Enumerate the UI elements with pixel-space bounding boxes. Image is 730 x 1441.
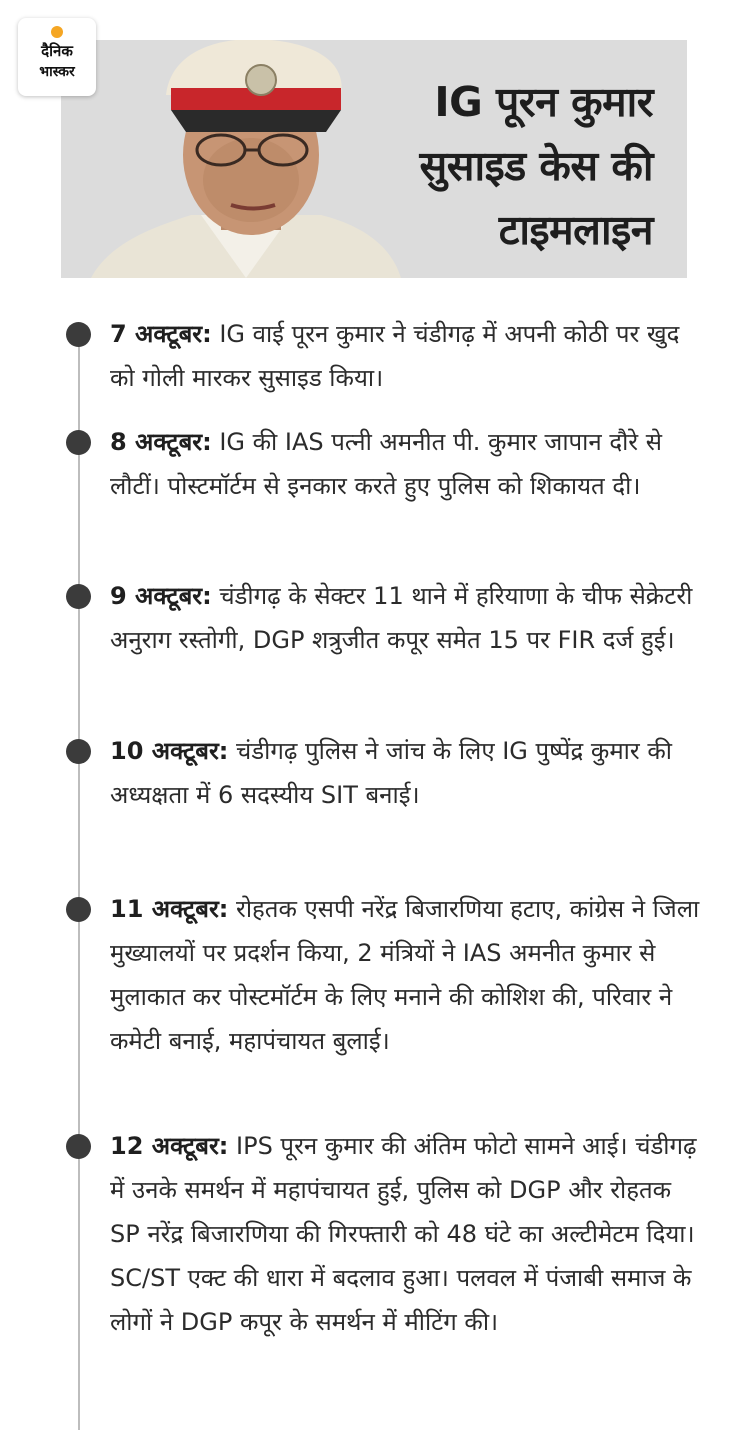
sun-icon — [51, 26, 63, 38]
timeline-entry — [110, 574, 700, 662]
timeline-date: 9 अक्टूबर: — [110, 582, 212, 610]
timeline-text: रोहतक एसपी नरेंद्र बिजारणिया हटाए, कांग्रेस ने जिला मुख्यालयों पर प्रदर्शन किया, 2 मंत्रियों ने IAS अमनीत कुमार से मुलाकात कर पोस्टमॉर्टम के लिए मनाने की कोशिश की, परिवार ने कमेटी बनाई, महापंचायत बुलाई। — [110, 895, 700, 1055]
timeline-entry — [110, 312, 700, 400]
timeline-date: 11 अक्टूबर: — [110, 895, 229, 923]
timeline-line — [78, 330, 80, 1430]
timeline-dot — [66, 430, 91, 455]
timeline-entry — [110, 1124, 700, 1344]
timeline-text: चंडीगढ़ पुलिस ने जांच के लिए IG पुष्पेंद्र कुमार की अध्यक्षता में 6 सदस्यीय SIT बनाई। — [110, 737, 672, 809]
timeline-text: IG की IAS पत्नी अमनीत पी. कुमार जापान दौरे से लौटीं। पोस्टमॉर्टम से इनकार करते हुए पुलिस को शिकायत दी। — [110, 428, 662, 500]
timeline-dot — [66, 739, 91, 764]
logo-line-1: दैनिक — [41, 42, 73, 60]
timeline-date: 12 अक्टूबर: — [110, 1132, 229, 1160]
timeline-dot — [66, 322, 91, 347]
timeline-entry — [110, 420, 700, 508]
header-banner — [61, 40, 687, 278]
timeline-dot — [66, 1134, 91, 1159]
timeline-date: 8 अक्टूबर: — [110, 428, 212, 456]
timeline-entry — [110, 729, 700, 817]
headline-line-3: टाइमलाइन — [498, 206, 653, 254]
timeline-text: चंडीगढ़ के सेक्टर 11 थाने में हरियाणा के चीफ सेक्रेटरी अनुराग रस्तोगी, DGP शत्रुजीत कपूर समेत 15 पर FIR दर्ज हुई। — [110, 582, 693, 654]
timeline-dot — [66, 584, 91, 609]
timeline-text: IG वाई पूरन कुमार ने चंडीगढ़ में अपनी कोठी पर खुद को गोली मारकर सुसाइड किया। — [110, 320, 680, 392]
timeline-entry — [110, 887, 700, 1063]
headline-line-2: सुसाइड केस की — [419, 142, 653, 190]
logo-line-2: भास्कर — [39, 64, 75, 80]
timeline-date: 10 अक्टूबर: — [110, 737, 229, 765]
timeline-dot — [66, 897, 91, 922]
timeline-text: IPS पूरन कुमार की अंतिम फोटो सामने आई। चंडीगढ़ में उनके समर्थन में महापंचायत हुई, पुलिस को DGP और रोहतक SP नरेंद्र बिजारणिया की गिरफ्तारी को 48 घंटे का अल्टीमेटम दिया। SC/ST एक्ट की धारा में बदलाव हुआ। पलवल में पंजाबी समाज के लोगों ने DGP कपूर के समर्थन में मीटिंग की। — [110, 1132, 697, 1336]
dainik-bhaskar-logo — [18, 18, 96, 96]
officer-portrait — [71, 40, 401, 278]
timeline-date: 7 अक्टूबर: — [110, 320, 212, 348]
headline-line-1: IG पूरन कुमार — [434, 78, 653, 126]
headline — [420, 70, 653, 262]
